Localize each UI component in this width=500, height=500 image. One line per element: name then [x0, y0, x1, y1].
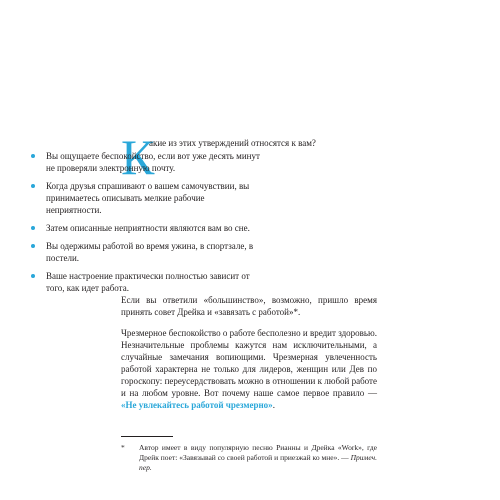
drop-cap: К [121, 129, 155, 185]
footnote [121, 443, 377, 473]
list-item: Вы ощущаете беспокойство, если вот уже десять минут не проверяли электронную почту. [36, 150, 262, 174]
bullet-icon [31, 154, 35, 158]
list-item: Когда друзья спрашивают о вашем самочувствии, вы принимаетесь описывать мелкие рабочие неприятности. [36, 180, 262, 216]
list-item: Затем описанные неприятности являются вам во сне. [36, 222, 262, 234]
footnote-divider [121, 436, 173, 437]
symptom-list [36, 150, 262, 300]
list-item: Вы одержимы работой во время ужина, в спортзале, в постели. [36, 240, 262, 264]
bullet-icon [31, 244, 35, 248]
paragraph-answer: Если вы ответили «большинство», возможно, пришло время принять совет Дрейка и «завязать с работой»*. [121, 295, 377, 317]
bullet-icon [31, 226, 35, 230]
footnote-text: Автор имеет в виду популярную песню Рианны и Дрейка «Work», где Дрейк поет: «Завязывай со своей работой и приезжай ко мне». — [139, 443, 377, 462]
intro-question: акие из этих утверждений относятся к вам? [149, 138, 316, 148]
footnote-mark: * [121, 443, 125, 452]
bullet-icon [31, 274, 35, 278]
footnote-translator-note: Примеч. пер. [139, 453, 378, 472]
rule-highlight: «Не увлекайтесь работой чрезмерно» [121, 400, 273, 410]
paragraph-main: Чрезмерное беспокойство о работе бесполезно и вредит здоровью. Незначительные проблемы кажутся нам исключительными, а случайные замечания вопиющими. Чрезмерная увлеченность работой характерна не только для лидеров, женщин или Дев по гороскопу: переусердствовать можно в отношении к любой работе и на любом уровне. Вот почему наше самое первое правило — «Не увлекайтесь работой чрезмерно». [121, 328, 377, 410]
list-item: Ваше настроение практически полностью зависит от того, как идет работа. [36, 270, 262, 294]
bullet-icon [31, 184, 35, 188]
